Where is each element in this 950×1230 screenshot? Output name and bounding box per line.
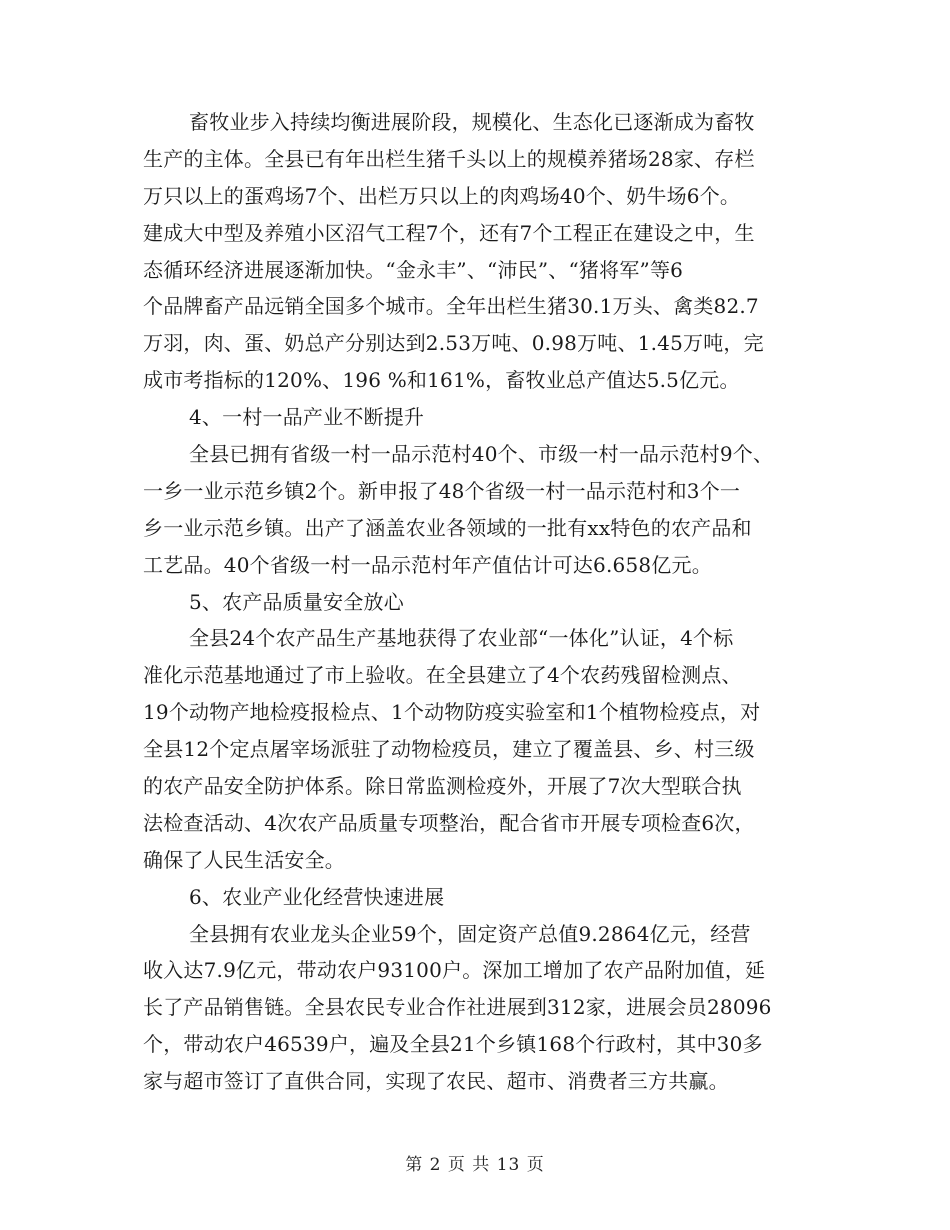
paragraph-line: 全县12个定点屠宰场派驻了动物检疫员，建立了覆盖县、乡、村三级 <box>143 737 755 762</box>
paragraph-line: 态循环经济进展逐渐加快。“金永丰”、“沛民”、“猪将军”等6 <box>143 257 684 282</box>
paragraph-line: 建成大中型及养殖小区沼气工程7个，还有7个工程正在建设之中，生 <box>143 220 755 245</box>
paragraph-line: 准化示范基地通过了市上验收。在全县建立了4个农药残留检测点、 <box>143 663 742 688</box>
paragraph-line: 万羽，肉、蛋、奶总产分别达到2.53万吨、0.98万吨、1.45万吨，完 <box>143 331 764 356</box>
paragraph-line: 确保了人民生活安全。 <box>143 847 345 872</box>
section-heading: 5、农产品质量安全放心 <box>189 589 404 614</box>
paragraph-line: 法检查活动、4次农产品质量专项整治，配合省市开展专项检查6次， <box>143 810 755 835</box>
paragraph-line: 工艺品。40个省级一村一品示范村年产值估计可达6.658亿元。 <box>143 552 712 577</box>
paragraph-line: 19个动物产地检疫报检点、1个动物防疫实验室和1个植物检疫点，对 <box>143 700 761 725</box>
paragraph-line: 个品牌畜产品远销全国多个城市。全年出栏生猪30.1万头、禽类82.7 <box>143 294 759 319</box>
paragraph-line: 成市考指标的120%、196 %和161%，畜牧业总产值达5.5亿元。 <box>143 368 740 393</box>
section-heading: 6、农业产业化经营快速进展 <box>189 884 445 909</box>
paragraph-line: 全县24个农产品生产基地获得了农业部“一体化”认证，4个标 <box>189 626 734 651</box>
paragraph-line: 全县已拥有省级一村一品示范村40个、市级一村一品示范村9个、 <box>189 442 774 467</box>
section-heading: 4、一村一品产业不断提升 <box>189 405 425 430</box>
paragraph-line: 畜牧业步入持续均衡进展阶段，规模化、生态化已逐渐成为畜牧 <box>189 110 755 134</box>
paragraph-line: 个，带动农户46539户，遍及全县21个乡镇168个行政村，其中30多 <box>143 1032 763 1057</box>
paragraph-line: 生产的主体。全县已有年出栏生猪千头以上的规模养猪场28家、存栏 <box>143 146 755 171</box>
paragraph-line: 乡一业示范乡镇。出产了涵盖农业各领域的一批有xx特色的农产品和 <box>143 515 752 540</box>
page-number-footer: 第 2 页 共 13 页 <box>405 1155 545 1175</box>
paragraph-line: 万只以上的蛋鸡场7个、出栏万只以上的肉鸡场40个、奶牛场6个。 <box>143 183 741 208</box>
paragraph-line: 家与超市签订了直供合同，实现了农民、超市、消费者三方共赢。 <box>143 1069 729 1094</box>
paragraph-line: 的农产品安全防护体系。除日常监测检疫外，开展了7次大型联合执 <box>143 774 742 799</box>
paragraph-line: 全县拥有农业龙头企业59个，固定资产总值9.2864亿元，经营 <box>189 921 751 946</box>
paragraph-line: 收入达7.9亿元，带动农户93100户。深加工增加了农产品附加值，延 <box>143 958 766 983</box>
document-body <box>143 104 813 1100</box>
paragraph-line: 长了产品销售链。全县农民专业合作社进展到312家，进展会员28096 <box>143 995 772 1020</box>
paragraph-line: 一乡一业示范乡镇2个。新申报了48个省级一村一品示范村和3个一 <box>143 478 741 503</box>
